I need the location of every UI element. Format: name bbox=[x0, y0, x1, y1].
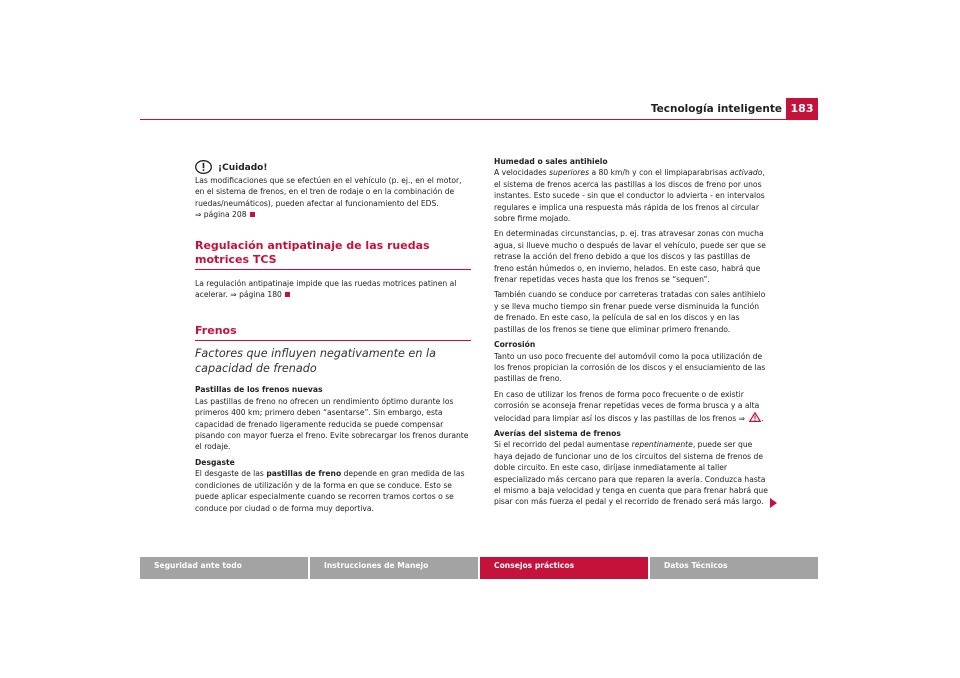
end-marker-icon bbox=[250, 212, 255, 217]
failure-text bbox=[494, 439, 770, 507]
corrosion-p2-line: En caso de utilizar los frenos de forma poco frecuente o de existir corrosión se aconseja frenar repetidas veces de forma brusca y a alta velocidad para limpiar así los discos y las pastillas de los frenos ⇒ . bbox=[494, 389, 764, 423]
humidity-p1-b: a 80 km/h y con el limpiaparabrisas bbox=[589, 168, 730, 178]
pads-heading: Pastillas de los frenos nuevas bbox=[195, 385, 323, 395]
humidity-p1 bbox=[494, 167, 770, 224]
failure-text-a: Si el recorrido del pedal aumentase bbox=[494, 440, 632, 450]
warning-ref-line bbox=[195, 209, 471, 220]
footer-tab-seguridad[interactable]: Seguridad ante todo bbox=[140, 557, 308, 579]
wear-text-post: depende en gran medida de las condiciones de utilización y de la forma en que se conduce. Esto se puede aplicar especialmente cuando se recorren tramos cortos o se conduce por ciudad o de forma muy deportiva. bbox=[195, 469, 465, 513]
humidity-p2: En determinadas circunstancias, p. ej. tras atravesar zonas con mucha agua, si llueve mucho o después de lavar el vehículo, puede ser que se retrase la acción del freno debido a que los discos y las pastillas de freno están húmedos o, en invierno, helados. En este caso, habrá que frenar repetidas veces hasta que los frenos se “sequen”. bbox=[494, 229, 766, 285]
corrosion-p2: En caso de utilizar los frenos de forma poco frecuente o de existir corrosión se aconseja frenar repetidas veces de forma brusca y a alta velocidad para limpiar así los discos y las pastillas de los frenos ⇒ bbox=[494, 389, 760, 423]
tcs-section-title: Regulación antipatinaje de las ruedas motrices TCS bbox=[195, 239, 471, 270]
page-number: 183 bbox=[786, 98, 818, 120]
warning-label: ¡Cuidado! bbox=[218, 163, 268, 173]
header-divider bbox=[140, 119, 818, 120]
warning-triangle-icon[interactable] bbox=[749, 412, 761, 422]
left-column bbox=[195, 160, 471, 518]
page-header-title: Tecnología inteligente bbox=[650, 103, 782, 115]
exclamation-circle-icon bbox=[195, 160, 212, 174]
wear-text-pre: El desgaste de las bbox=[195, 469, 267, 479]
frenos-section-title: Frenos bbox=[195, 324, 471, 341]
arrow-right-icon[interactable] bbox=[770, 498, 777, 508]
failure-text-b: , puede ser que haya dejado de funcionar uno de los circuitos del sistema de frenos de doble circuito. En este caso, diríjase inmediatamente al taller especializado más cercano para que reparen la avería. Conduzca hasta el mismo a baja velocidad y tenga en cuenta que para frenar habrá que pisar con más fuerza el pedal y el recorrido de frenado será más largo. bbox=[494, 440, 768, 507]
humidity-heading: Humedad o sales antihielo bbox=[494, 157, 608, 166]
corrosion-p1: Tanto un uso poco frecuente del automóvil como la poca utilización de los frenos propician la corrosión de los discos y el ensuciamiento de las pastillas de freno. bbox=[494, 351, 766, 384]
frenos-subtitle: Factores que influyen negativamente en la capacidad de frenado bbox=[195, 347, 436, 375]
footer-tab-datos[interactable]: Datos Técnicos bbox=[650, 557, 818, 579]
failure-heading: Averías del sistema de frenos bbox=[494, 428, 621, 438]
humidity-p1-it2: activado bbox=[729, 168, 763, 178]
warning-text: Las modificaciones que se efectúen en el vehículo (p. ej., en el motor, en el sistema de frenos, en el tren de rodaje o en la combinación de ruedas/neumáticos), pueden afectar al funcionamiento del EDS. bbox=[195, 176, 462, 208]
humidity-p1-a: A velocidades bbox=[494, 168, 550, 178]
wear-heading: Desgaste bbox=[195, 457, 235, 467]
humidity-p1-it1: superiores bbox=[549, 168, 590, 178]
failure-text-it: repentinamente bbox=[631, 440, 693, 450]
warning-ref-link[interactable]: ⇒ página 208 bbox=[195, 210, 247, 220]
humidity-p1-c: , el sistema de frenos acerca las pastillas a los discos de freno por unos instantes. Esto sucede - sin que el conductor lo advierta - en intervalos regulares e implica una respuesta más rápida de los frenos al circular sobre firme mojado. bbox=[494, 168, 765, 224]
pads-text: Las pastillas de freno no ofrecen un rendimiento óptimo durante los primeros 400 km; primero deben “asentarse”. Sin embargo, esta capacidad de frenado ligeramente reducida se puede compensar pisando con mayor fuerza el freno. Evite sobrecargar los frenos durante el rodaje. bbox=[195, 396, 469, 452]
wear-text bbox=[195, 468, 471, 514]
corrosion-heading: Corrosión bbox=[494, 340, 536, 350]
footer-tab-consejos[interactable]: Consejos prácticos bbox=[480, 557, 648, 579]
humidity-p3: También cuando se conduce por carreteras tratadas con sales antihielo y se lleva mucho tiempo sin frenar puede verse disminuida la función de frenado. En este caso, la película de sal en los discos y en las pastillas de los frenos se tiene que eliminar primero frenando. bbox=[494, 290, 766, 334]
footer-tab-instrucciones[interactable]: Instrucciones de Manejo bbox=[310, 557, 478, 579]
wear-text-bold: pastillas de freno bbox=[266, 469, 342, 479]
tcs-text-line bbox=[195, 278, 471, 301]
right-column bbox=[494, 156, 770, 512]
tcs-text: La regulación antipatinaje impide que las ruedas motrices patinen al acelerar. ⇒ página 180 bbox=[195, 278, 457, 300]
warning-header bbox=[195, 160, 471, 174]
end-marker-icon bbox=[285, 292, 290, 297]
